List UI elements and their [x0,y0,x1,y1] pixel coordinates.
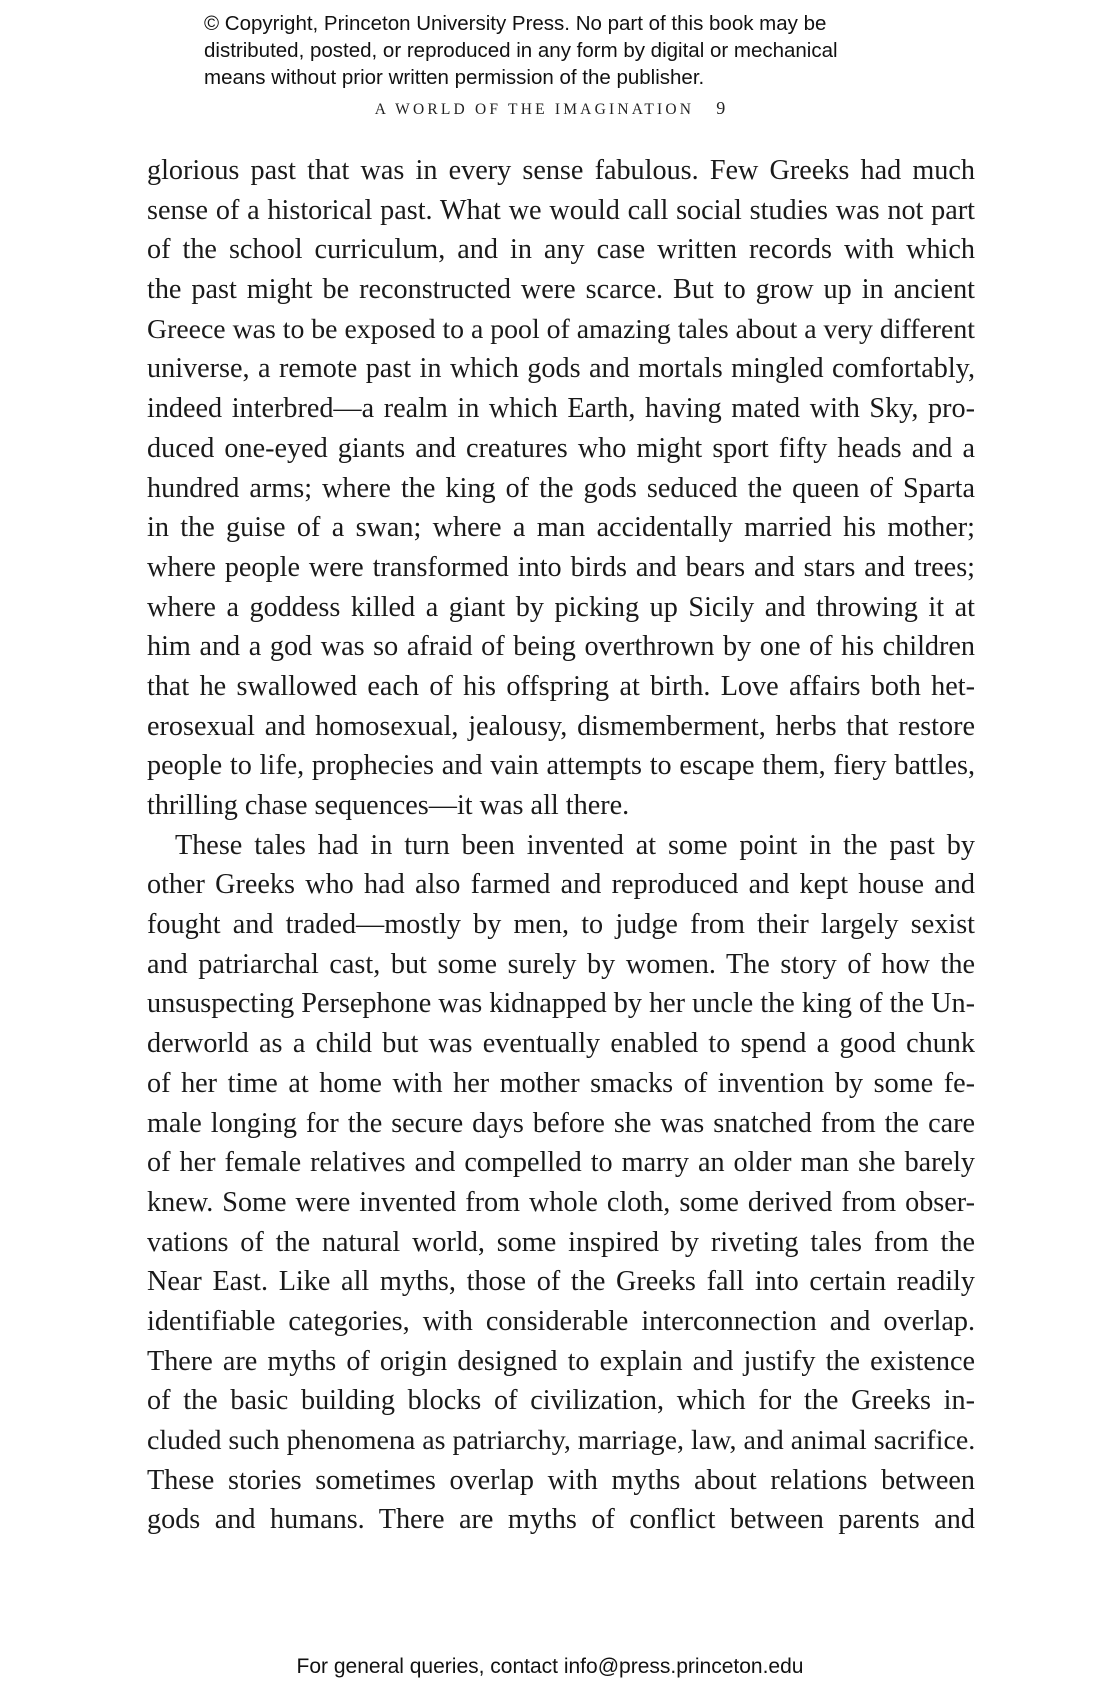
text-line: people to life, prophecies and vain attempts to escape them, fiery battles, [147,750,975,782]
body-text [147,151,975,1540]
text-line: sense of a historical past. What we would call social studies was not part [147,194,975,226]
text-line: These stories sometimes overlap with myths about relations between [147,1464,975,1496]
text-line: hundred arms; where the king of the gods seduced the queen of Sparta [147,472,975,504]
copyright-line: © Copyright, Princeton University Press. No part of this book may be [204,12,827,35]
text-line: glorious past that was in every sense fabulous. Few Greeks had much [147,155,975,186]
text-line: cluded such phenomena as patriarchy, marriage, law, and animal sacrifice. [147,1425,976,1456]
text-line: where people were transformed into birds and bears and stars and trees; [147,551,975,583]
text-line: Greece was to be exposed to a pool of amazing tales about a very different [147,313,975,345]
text-line: These tales had in turn been invented at some point in the past by [175,829,975,861]
text-line: universe, a remote past in which gods and mortals mingled comfortably, [147,353,975,385]
text-line: and patriarchal cast, but some surely by women. The story of how the [147,948,975,980]
text-line: of the basic building blocks of civilization, which for the Greeks in- [147,1385,975,1417]
text-line: of her time at home with her mother smacks of invention by some fe- [147,1067,975,1099]
running-head [0,98,1100,119]
copyright-notice [204,10,964,91]
text-line: There are myths of origin designed to explain and justify the existence [147,1345,975,1377]
text-line: thrilling chase sequences—it was all there. [147,790,630,821]
text-line: indeed interbred—a realm in which Earth, having mated with Sky, pro- [147,393,975,425]
paragraph [147,151,975,826]
text-line: the past might be reconstructed were scarce. But to grow up in ancient [147,274,975,306]
text-line: erosexual and homosexual, jealousy, dismemberment, herbs that restore [147,710,975,742]
text-line: Near East. Like all myths, those of the Greeks fall into certain readily [147,1266,975,1298]
text-line: knew. Some were invented from whole cloth, some derived from obser- [147,1186,975,1218]
page-number: 9 [716,98,726,118]
text-line: male longing for the secure days before she was snatched from the care [147,1107,975,1139]
text-line: of the school curriculum, and in any case written records with which [147,234,975,266]
running-head-title: A WORLD OF THE IMAGINATION [374,101,695,118]
text-line: in the guise of a swan; where a man accidentally married his mother; [147,512,975,544]
text-line: of her female relatives and compelled to marry an older man she barely [147,1147,975,1179]
text-line: identifiable categories, with considerable interconnection and overlap. [147,1305,975,1337]
text-line: unsuspecting Persephone was kidnapped by her uncle the king of the Un- [147,988,975,1020]
paragraph [147,826,975,1540]
text-line: him and a god was so afraid of being overthrown by one of his children [147,631,975,663]
copyright-line: means without prior written permission of the publisher. [204,66,705,89]
text-line: fought and traded—mostly by men, to judge from their largely sexist [147,909,975,941]
copyright-line: distributed, posted, or reproduced in any form by digital or mechanical [204,39,838,62]
text-line: that he swallowed each of his offspring at birth. Love affairs both het- [147,670,975,702]
text-line: vations of the natural world, some inspired by riveting tales from the [147,1226,975,1258]
footer-contact: For general queries, contact info@press.princeton.edu [296,1655,804,1678]
text-line: derworld as a child but was eventually enabled to spend a good chunk [147,1028,975,1060]
text-line: duced one-eyed giants and creatures who might sport fifty heads and a [147,432,975,464]
text-line: where a goddess killed a giant by picking up Sicily and throwing it at [147,591,975,623]
text-line: gods and humans. There are myths of conflict between parents and [147,1504,975,1536]
text-line: other Greeks who had also farmed and reproduced and kept house and [147,869,975,901]
